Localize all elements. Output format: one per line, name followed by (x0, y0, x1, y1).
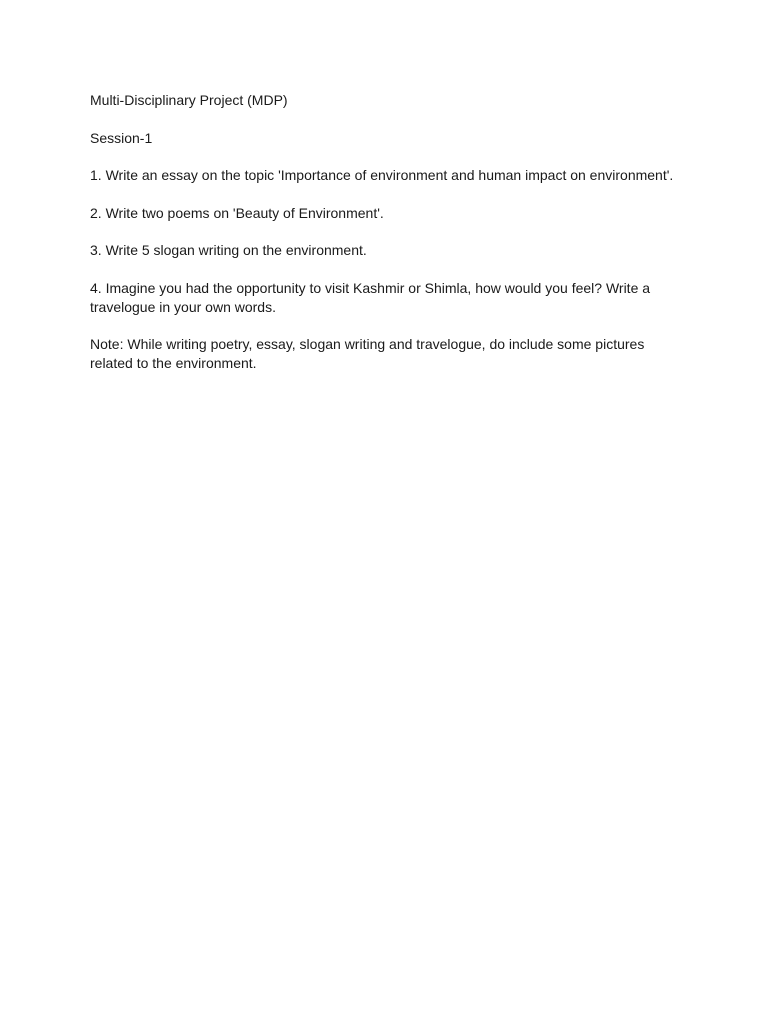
task-item-2: 2. Write two poems on 'Beauty of Environment'. (90, 204, 384, 221)
note-text: Note: While writing poetry, essay, slogan writing and travelogue, do include some pictures related to the environment. (90, 336, 645, 371)
document-body (90, 91, 680, 392)
task-item-3: 3. Write 5 slogan writing on the environment. (90, 242, 367, 258)
document-title: Multi-Disciplinary Project (MDP) (90, 92, 288, 108)
session-heading: Session-1 (90, 129, 153, 146)
task-item-1: 1. Write an essay on the topic 'Importance of environment and human impact on environment'. (90, 167, 674, 183)
task-item-4: 4. Imagine you had the opportunity to visit Kashmir or Shimla, how would you feel? Write a travelogue in your own words. (90, 279, 651, 315)
